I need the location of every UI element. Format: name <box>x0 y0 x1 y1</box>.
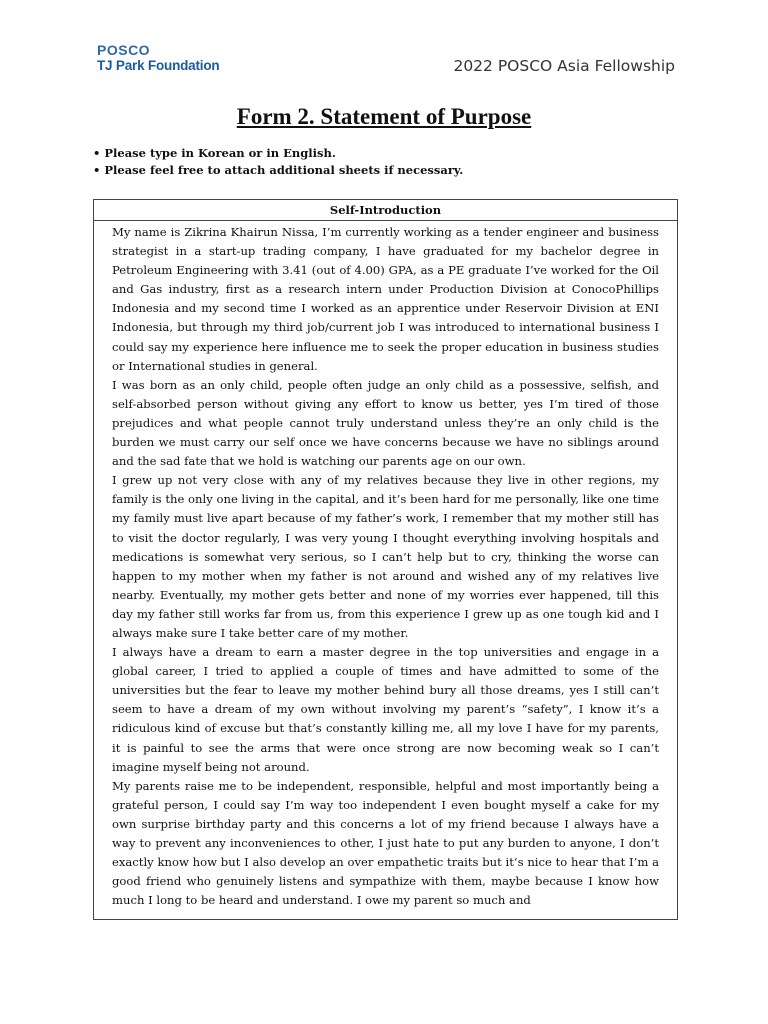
self-introduction-text <box>94 221 677 910</box>
instructions-list <box>93 145 463 179</box>
self-introduction-section <box>93 199 678 920</box>
instruction-item-language: • Please type in Korean or in English. <box>93 145 463 162</box>
paragraph-upbringing: My parents raise me to be independent, responsible, helpful and most importantly being a grateful person, I could say I’m way too independent I even bought myself a cake for my own surprise birthday party and this concerns a lot of my friend because I always have a way to prevent any inconveniences to other, I just hate to put any burden to anyone, I don’t exactly know how but I also develop an over empathetic traits but it’s nice to hear that I’m a good friend who genuinely listens and sympathize with them, maybe because I know how much I long to be heard and understand. I owe my parent so much and <box>112 778 659 908</box>
instruction-item-attachments: • Please feel free to attach additional sheets if necessary. <box>93 162 463 179</box>
paragraph-only-child: I was born as an only child, people often judge an only child as a possessive, selfish, and self-absorbed person without giving any effort to know us better, yes I’m tired of those prejudices and what people cannot truly understand unless they’re an only child is the burden we must carry our self once we have concerns because we have no siblings around and the sad fate that we hold is watching our parents age on our own. <box>112 377 659 469</box>
posco-tj-park-foundation-logo <box>97 43 219 74</box>
logo-posco-text: POSCO <box>97 42 151 58</box>
logo-foundation-text: TJ Park Foundation <box>97 58 220 73</box>
paragraph-background: My name is Zikrina Khairun Nissa, I’m currently working as a tender engineer and business strategist in a start-up trading company, I have graduated for my bachelor degree in Petroleum Engineering with 3.41 (out of 4.00) GPA, as a PE graduate I’ve worked for the Oil and Gas industry, first as a research intern under Production Division at ConocoPhillips Indonesia and my second time I worked as an apprentice under Reservoir Division at ENI Indonesia, but through my third job/current job I was introduced to international business I could say my experience here influence me to seek the proper education in business studies or International studies in general. <box>112 225 659 373</box>
paragraph-dream: I always have a dream to earn a master degree in the top universities and engage in a global career, I tried to applied a couple of times and have admitted to some of the universities but the fear to leave my mother behind bury all those dreams, yes I still can’t seem to have a dream of my own without involving my parent’s “safety”, I know it’s a ridiculous kind of excuse but that’s constantly killing me, all my love I have for my parents, it is painful to see the arms that were once strong are now becoming weak so I can’t imagine myself being not around. <box>112 645 659 774</box>
form-title: Form 2. Statement of Purpose <box>236 104 532 129</box>
section-heading: Self-Introduction <box>94 200 677 221</box>
fellowship-title: 2022 POSCO Asia Fellowship <box>453 57 675 75</box>
paragraph-family: I grew up not very close with any of my relatives because they live in other regions, my family is the only one living in the capital, and it’s been hard for me personally, like one time my family must live apart because of my father’s work, I remember that my mother still has to visit the doctor regularly, I was very young I thought everything involving hospitals and medications is somewhat very serious, so I can’t help but to cry, thinking the worse can happen to my mother when my father is not around and wished any of my relatives live nearby. Eventually, my mother gets better and none of my worries ever happened, till this day my father still works far from us, from this experience I grew up as one tough kid and I always make sure I take better care of my mother. <box>112 473 659 640</box>
